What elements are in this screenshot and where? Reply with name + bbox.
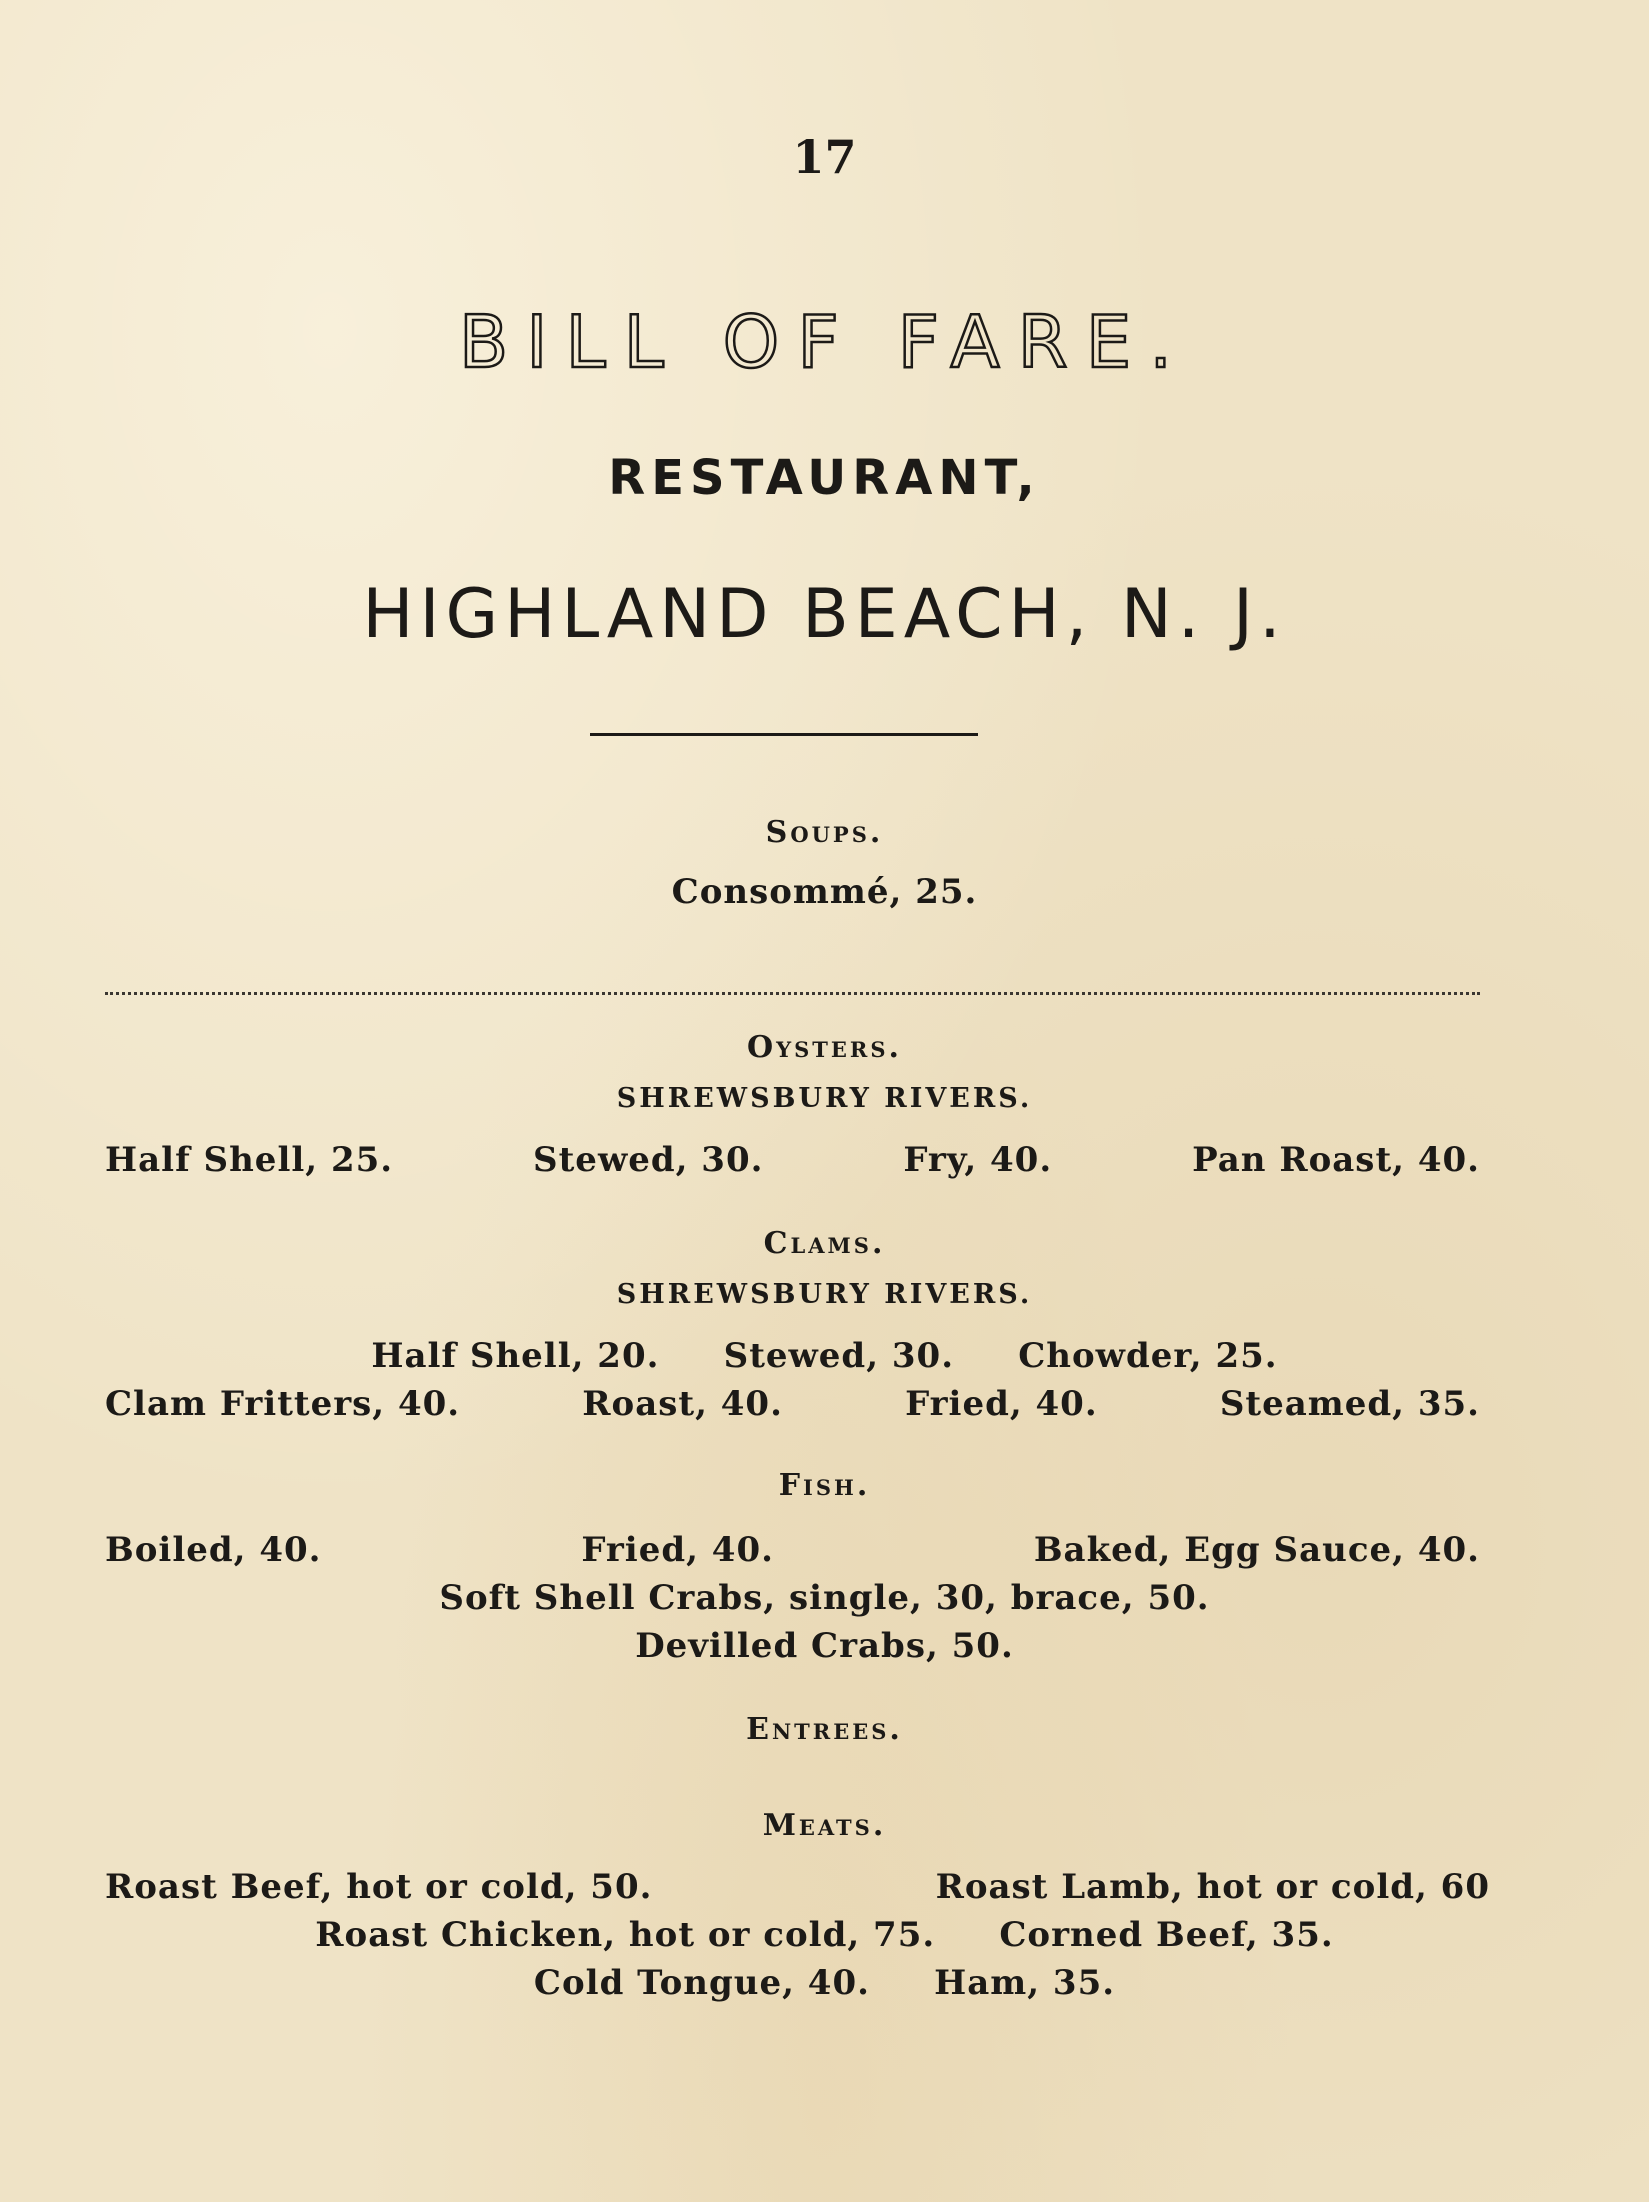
page-title: BILL OF FARE. (458, 300, 1191, 384)
fish-line-2: Soft Shell Crabs, single, 30, brace, 50. (439, 1578, 1210, 1618)
menu-item: Roast Beef, hot or cold, 50. (105, 1867, 653, 1907)
clams-items-row (105, 1384, 1480, 1424)
clams-line-1: Half Shell, 20. Stewed, 30. Chowder, 25. (371, 1336, 1278, 1376)
oysters-heading: Oysters. (747, 1030, 902, 1065)
fish-heading: Fish. (778, 1468, 871, 1503)
menu-item: Steamed, 35. (1219, 1384, 1480, 1424)
menu-item: Clam Fritters, 40. (105, 1384, 461, 1424)
soups-item: Consommé, 25. (671, 872, 978, 912)
page-number: 17 (792, 130, 857, 184)
section-divider (105, 992, 1480, 995)
meats-items-row (105, 1867, 1490, 1907)
menu-item: Roast, 40. (582, 1384, 783, 1424)
oysters-subheading: SHREWSBURY RIVERS. (616, 1083, 1033, 1114)
menu-item: Baked, Egg Sauce, 40. (1033, 1530, 1480, 1570)
menu-item: Fried, 40. (581, 1530, 774, 1570)
meats-heading: Meats. (762, 1808, 887, 1843)
clams-heading: Clams. (763, 1226, 886, 1261)
fish-items-row (105, 1530, 1480, 1570)
menu-item: Boiled, 40. (105, 1530, 322, 1570)
clams-subheading: SHREWSBURY RIVERS. (616, 1279, 1033, 1310)
meats-line-3: Cold Tongue, 40. Ham, 35. (533, 1963, 1116, 2003)
menu-item: Pan Roast, 40. (1192, 1140, 1480, 1180)
menu-item: Fry, 40. (903, 1140, 1053, 1180)
soups-heading: Soups. (765, 815, 884, 850)
location: HIGHLAND BEACH, N. J. (362, 575, 1287, 654)
fish-line-3: Devilled Crabs, 50. (635, 1626, 1014, 1666)
title-divider (590, 733, 978, 736)
menu-item: Roast Lamb, hot or cold, 60 (935, 1867, 1490, 1907)
entrees-heading: Entrees. (746, 1712, 903, 1747)
meats-line-2: Roast Chicken, hot or cold, 75. Corned Beef, 35. (315, 1915, 1334, 1955)
menu-item: Stewed, 30. (533, 1140, 764, 1180)
subtitle: RESTAURANT, (608, 450, 1041, 506)
oysters-items-row (105, 1140, 1480, 1180)
menu-item: Fried, 40. (905, 1384, 1098, 1424)
menu-item: Half Shell, 25. (105, 1140, 394, 1180)
